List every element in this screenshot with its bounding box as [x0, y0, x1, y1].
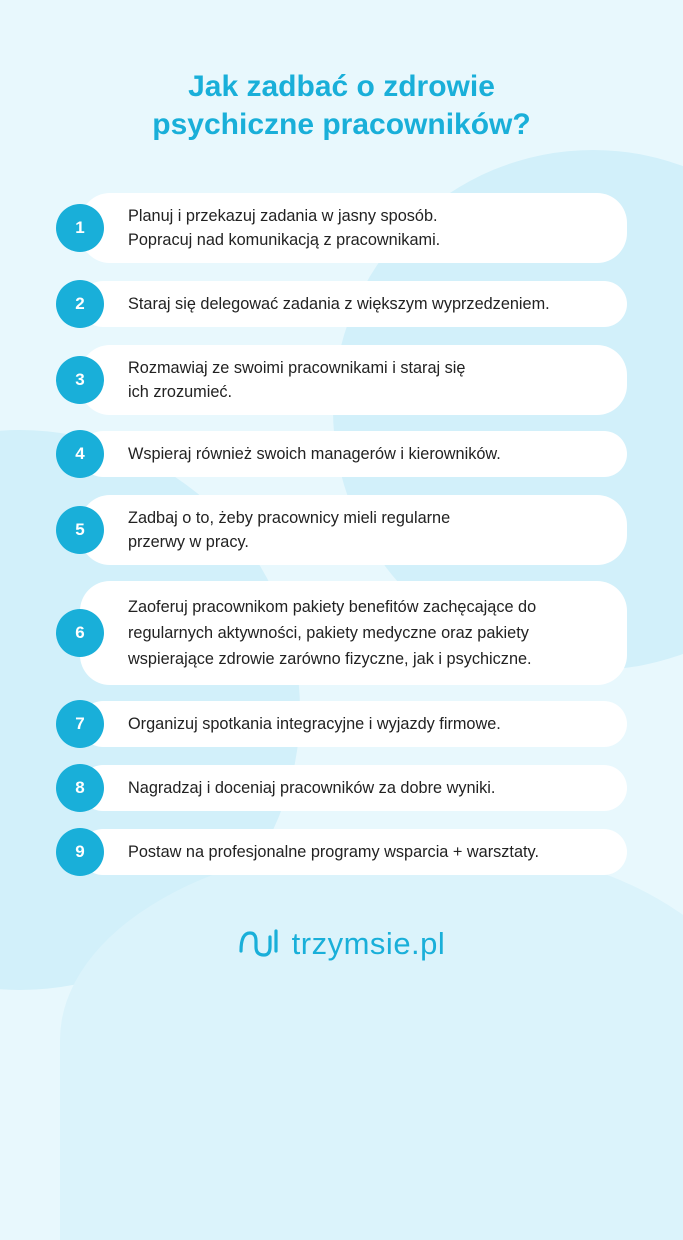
tip-item: [56, 765, 627, 811]
tip-item: [56, 431, 627, 477]
tip-card: [80, 193, 627, 263]
tip-text: Rozmawiaj ze swoimi pracownikami i staraj się ich zrozumieć.: [128, 359, 466, 401]
tip-item: [56, 193, 627, 263]
tip-text: Wspieraj również swoich managerów i kierowników.: [128, 445, 501, 463]
tip-item: [56, 581, 627, 685]
number-badge: 2: [56, 280, 104, 328]
tip-text: Zaoferuj pracownikom pakiety benefitów zachęcające do regularnych aktywności, pakiety medyczne oraz pakiety wspierające zdrowie zarówno fizyczne, jak i psychiczne.: [128, 598, 537, 668]
number-badge: 4: [56, 430, 104, 478]
brand-logo-text: trzymsie.pl: [291, 926, 446, 961]
page-title: [0, 68, 683, 144]
tip-text: Zadbaj o to, żeby pracownicy mieli regularne przerwy w pracy.: [128, 509, 451, 551]
brand-logo: [0, 926, 683, 962]
number-badge: 5: [56, 506, 104, 554]
tip-card: [80, 431, 627, 477]
number-badge: 7: [56, 700, 104, 748]
tip-card: [80, 345, 627, 415]
number-badge: 9: [56, 828, 104, 876]
tip-card: [80, 495, 627, 565]
tip-text: Staraj się delegować zadania z większym wyprzedzeniem.: [128, 295, 550, 313]
wave-logo-icon: [238, 927, 282, 961]
tip-card: [80, 829, 627, 875]
tip-item: [56, 701, 627, 747]
number-badge: 1: [56, 204, 104, 252]
number-badge: 3: [56, 356, 104, 404]
tip-text: Organizuj spotkania integracyjne i wyjazdy firmowe.: [128, 715, 501, 733]
tip-card: [80, 765, 627, 811]
number-badge: 8: [56, 764, 104, 812]
tip-card: [80, 581, 627, 685]
tip-item: [56, 345, 627, 415]
tip-card: [80, 281, 627, 327]
tip-text: Postaw na profesjonalne programy wsparcia + warsztaty.: [128, 843, 539, 861]
page-title-line: Jak zadbać o zdrowie: [188, 70, 495, 103]
tip-item: [56, 829, 627, 875]
tip-text: Planuj i przekazuj zadania w jasny sposób. Popracuj nad komunikacją z pracownikami.: [128, 207, 441, 249]
tip-item: [56, 495, 627, 565]
tip-item: [56, 281, 627, 327]
tip-card: [80, 701, 627, 747]
tip-text: Nagradzaj i doceniaj pracowników za dobre wyniki.: [128, 779, 496, 797]
page-title-line: psychiczne pracowników?: [152, 108, 531, 141]
number-badge: 6: [56, 609, 104, 657]
